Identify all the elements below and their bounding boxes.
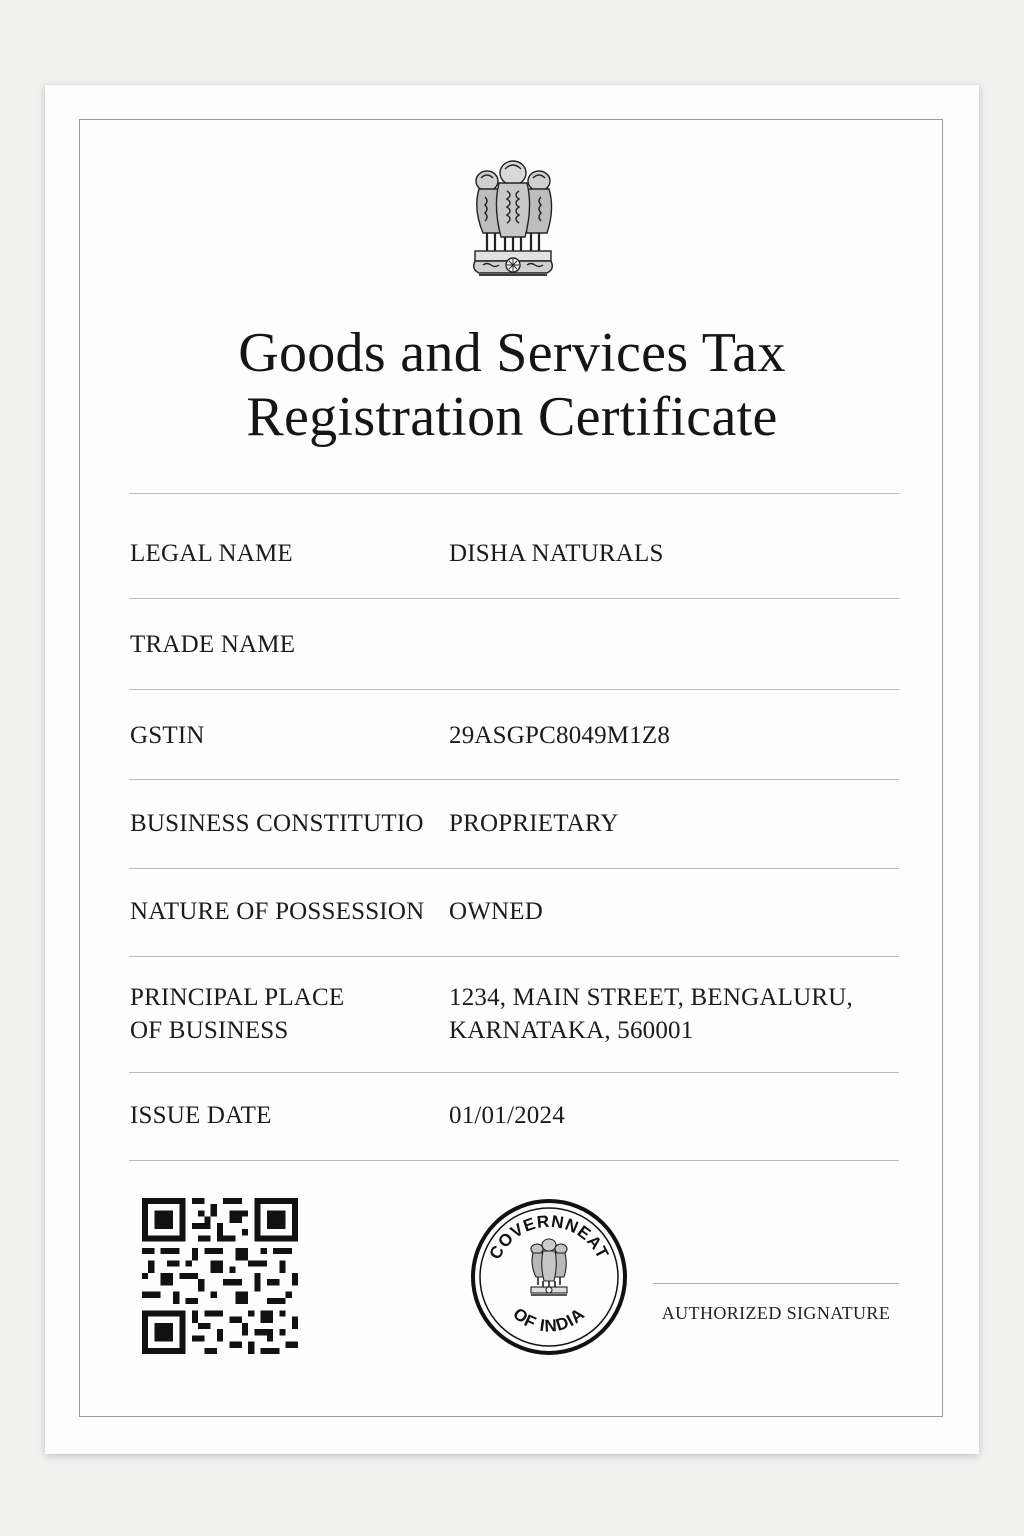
government-seal-icon	[469, 1197, 629, 1357]
divider	[129, 956, 899, 957]
divider	[129, 1072, 899, 1073]
business-constitution-label: BUSINESS CONSTITUTIO	[130, 810, 424, 837]
divider	[129, 689, 899, 690]
trade-name-label: TRADE NAME	[130, 631, 296, 658]
divider	[129, 598, 899, 599]
gstin-value: 29ASGPC8049M1Z8	[449, 722, 671, 749]
business-constitution-value: PROPRIETARY	[449, 810, 619, 837]
legal-name-value: DISHA NATURALS	[449, 540, 664, 567]
legal-name-label: LEGAL NAME	[130, 540, 293, 567]
nature-of-possession-value: OWNED	[449, 898, 544, 925]
principal-place-label-line2: OF BUSINESS	[130, 1017, 289, 1044]
issue-date-value: 01/01/2024	[449, 1102, 565, 1129]
principal-place-value-line2: KARNATAKA, 560001	[449, 1017, 694, 1044]
certificate-title-line1: Goods and Services Tax	[238, 322, 786, 384]
qr-code	[142, 1198, 298, 1354]
gstin-label: GSTIN	[130, 722, 205, 749]
authorized-signature-label: AUTHORIZED SIGNATURE	[661, 1303, 891, 1323]
signature-line	[653, 1283, 899, 1284]
divider	[129, 868, 899, 869]
seal-text-top: COVERNNEAT	[485, 1211, 613, 1263]
nature-of-possession-label: NATURE OF POSSESSION	[130, 898, 425, 925]
certificate-title-line2: Registration Certificate	[246, 386, 778, 448]
divider	[129, 493, 899, 494]
certificate-sheet	[45, 85, 979, 1454]
divider	[129, 779, 899, 780]
principal-place-label-line1: PRINCIPAL PLACE	[130, 984, 345, 1011]
state-emblem-icon	[465, 151, 561, 291]
seal-text-bottom: OF INDIA	[509, 1303, 589, 1336]
principal-place-value-line1: 1234, MAIN STREET, BENGALURU,	[449, 984, 853, 1011]
divider	[129, 1160, 899, 1161]
issue-date-label: ISSUE DATE	[130, 1102, 272, 1129]
